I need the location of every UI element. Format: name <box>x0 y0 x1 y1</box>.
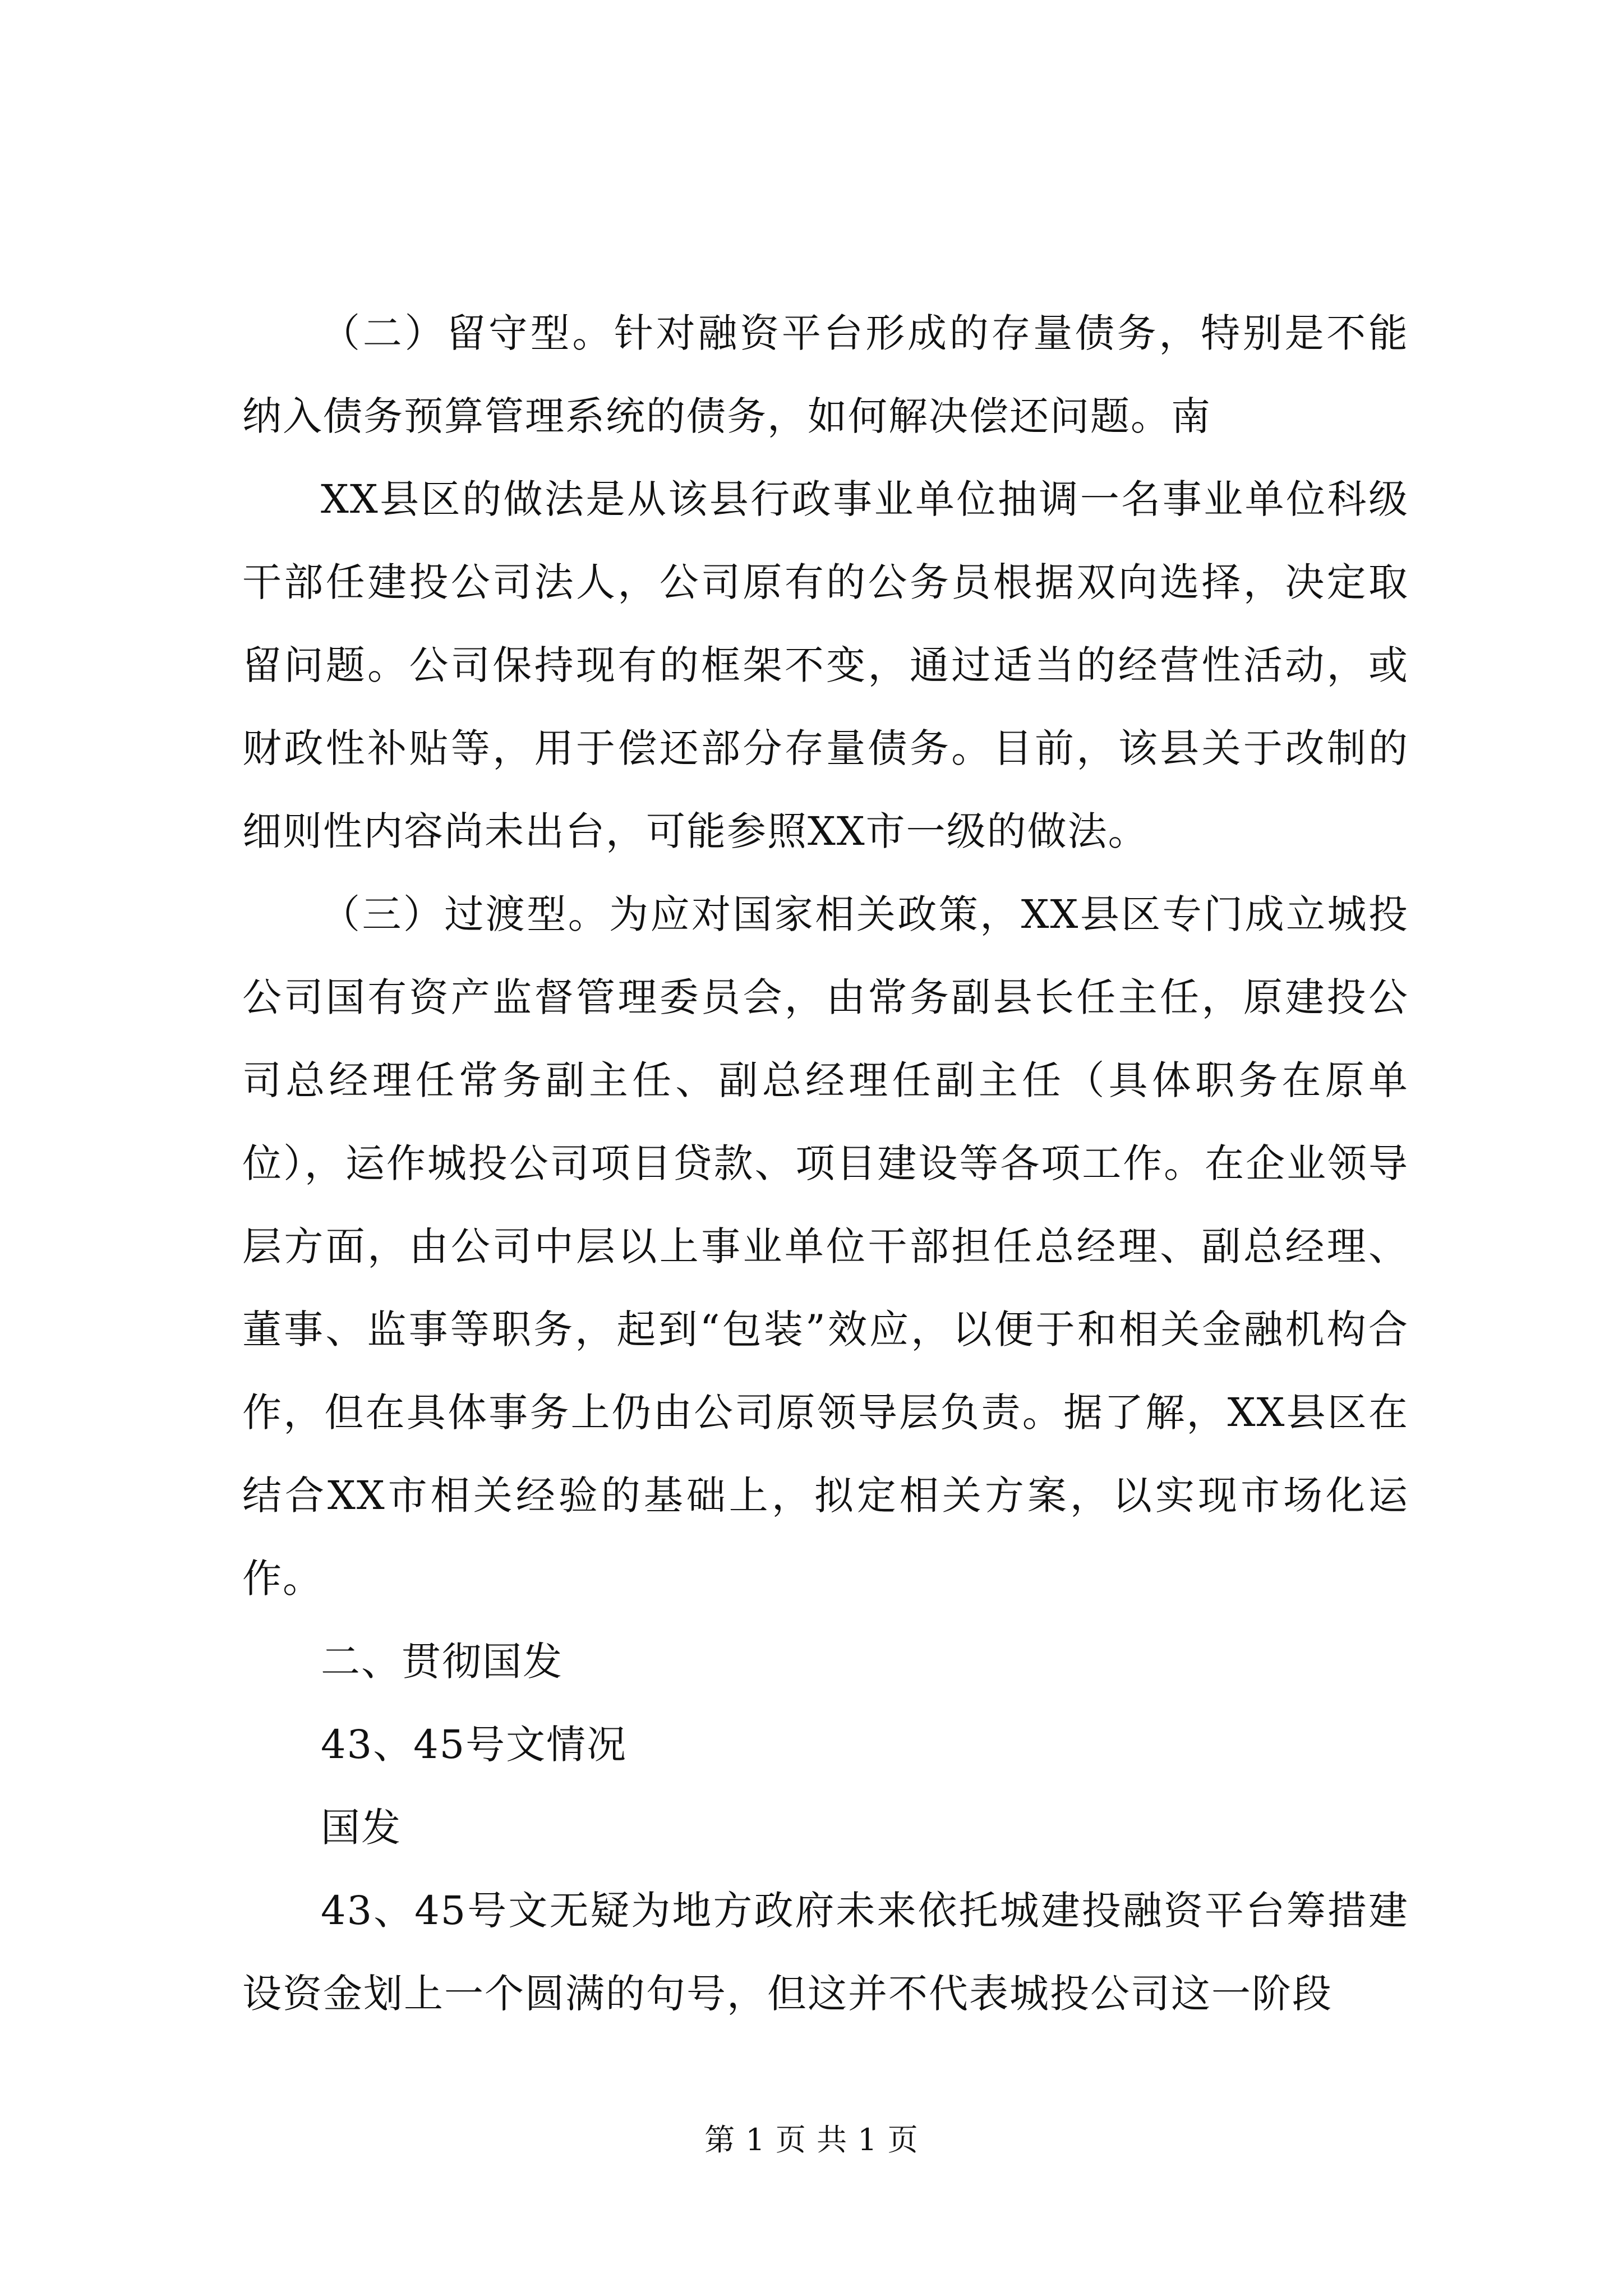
document-source-line: 国发 <box>321 1805 402 1851</box>
paragraph-retention-type: （二）留守型。针对融资平台形成的存量债务，特别是不能纳入债务预算管理系统的债务，如何解决偿还问题。南 <box>242 310 1409 439</box>
section-heading: 二、贯彻国发 <box>321 1639 563 1685</box>
paragraph-document-impact: 43、45号文无疑为地方政府未来依托城建投融资平台筹措建设资金划上一个圆满的句号，但这并不代表城投公司这一阶段 <box>242 1888 1409 2017</box>
document-body <box>242 292 1409 2035</box>
paragraph-transition-type: （三）过渡型。为应对国家相关政策，XX县区专门成立城投公司国有资产监督管理委员会，由常务副县长任主任，原建投公司总经理任常务副主任、副总经理任副主任（具体职务在原单位），运作城投公司项目贷款、项目建设等各项工作。在企业领导层方面，由公司中层以上事业单位干部担任总经理、副总经理、董事、监事等职务，起到“包装”效应，以便于和相关金融机构合作，但在具体事务上仍由公司原领导层负责。据了解，XX县区在结合XX市相关经验的基础上，拟定相关方案，以实现市场化运作。 <box>242 891 1409 1602</box>
page-footer: 第 1 页 共 1 页 <box>704 2122 919 2157</box>
document-number-line: 43、45号文情况 <box>321 1722 628 1768</box>
paragraph-county-practice: XX县区的做法是从该县行政事业单位抽调一名事业单位科级干部任建投公司法人，公司原有的公务员根据双向选择，决定取留问题。公司保持现有的框架不变，通过适当的经营性活动，或财政性补贴等，用于偿还部分存量债务。目前，该县关于改制的细则性内容尚未出台，可能参照XX市一级的做法。 <box>242 476 1409 854</box>
